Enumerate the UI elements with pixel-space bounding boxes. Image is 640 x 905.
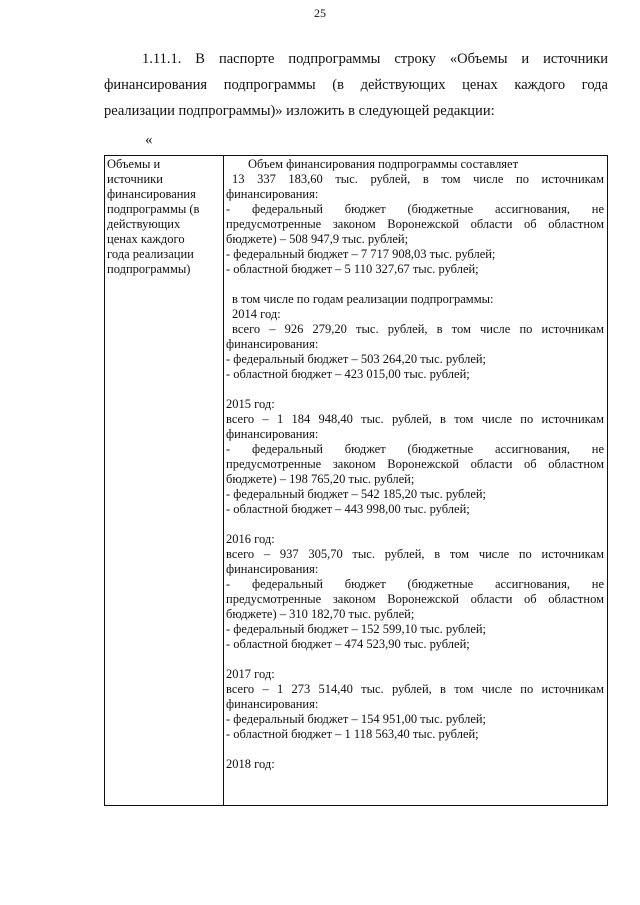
label-line: года реализации bbox=[107, 247, 194, 261]
year-2016-fed-unallocated: бюджете) – 310 182,70 тыс. рублей; bbox=[226, 607, 415, 621]
year-2018-label: 2018 год: bbox=[226, 757, 275, 771]
summary-federal: - федеральный бюджет – 7 717 908,03 тыс. рублей; bbox=[226, 247, 496, 261]
intro-paragraph bbox=[104, 46, 608, 124]
by-years-heading: в том числе по годам реализации подпрограммы: bbox=[232, 292, 494, 306]
year-2016-total-cont: финансирования: bbox=[226, 562, 319, 576]
year-2015-fed-unallocated: - федеральный бюджет (бюджетные ассигнования, не bbox=[226, 442, 604, 456]
year-2015-regional: - областной бюджет – 443 998,00 тыс. рублей; bbox=[226, 502, 470, 516]
year-2014-federal: - федеральный бюджет – 503 264,20 тыс. рублей; bbox=[226, 352, 487, 366]
intro-line: 1.11.1. В паспорте подпрограммы строку «Объемы и источники bbox=[142, 51, 608, 67]
year-2017-federal: - федеральный бюджет – 154 951,00 тыс. рублей; bbox=[226, 712, 487, 726]
year-2016-fed-unallocated: - федеральный бюджет (бюджетные ассигнования, не bbox=[226, 577, 604, 591]
year-2014-regional: - областной бюджет – 423 015,00 тыс. рублей; bbox=[226, 367, 470, 381]
summary-heading: Объем финансирования подпрограммы составляет bbox=[248, 157, 519, 171]
year-2016-label: 2016 год: bbox=[226, 532, 275, 546]
funding-content-cell bbox=[224, 156, 608, 806]
year-2015-fed-unallocated: бюджете) – 198 765,20 тыс. рублей; bbox=[226, 472, 415, 486]
intro-line: реализации подпрограммы)» изложить в следующей редакции: bbox=[104, 103, 495, 119]
year-2014-label: 2014 год: bbox=[232, 307, 281, 321]
year-2015-label: 2015 год: bbox=[226, 397, 275, 411]
label-line: действующих bbox=[107, 217, 181, 231]
year-2015-total: всего – 1 184 948,40 тыс. рублей, в том числе по источникам bbox=[226, 412, 604, 426]
label-line: подпрограммы (в bbox=[107, 202, 200, 216]
label-line: ценах каждого bbox=[107, 232, 185, 246]
year-2015-fed-unallocated: предусмотренные законом Воронежской области об областном bbox=[226, 457, 604, 471]
year-2014-total-cont: финансирования: bbox=[226, 337, 319, 351]
summary-total-cont: финансирования: bbox=[226, 187, 319, 201]
table-row bbox=[105, 156, 608, 806]
summary-total: 13 337 183,60 тыс. рублей, в том числе по источникам bbox=[232, 172, 604, 186]
label-line: источники bbox=[107, 172, 163, 186]
label-line: подпрограммы) bbox=[107, 262, 191, 276]
opening-quote: « bbox=[145, 132, 153, 148]
label-line: финансирования bbox=[107, 187, 196, 201]
intro-line: финансирования подпрограммы (в действующих ценах каждого года bbox=[104, 77, 608, 93]
passport-table bbox=[104, 155, 608, 806]
row-label-cell bbox=[105, 156, 224, 806]
year-2017-label: 2017 год: bbox=[226, 667, 275, 681]
summary-fed-unallocated: бюджете) – 508 947,9 тыс. рублей; bbox=[226, 232, 409, 246]
summary-regional: - областной бюджет – 5 110 327,67 тыс. рублей; bbox=[226, 262, 479, 276]
year-2016-federal: - федеральный бюджет – 152 599,10 тыс. рублей; bbox=[226, 622, 487, 636]
page-number: 25 bbox=[314, 6, 326, 20]
label-line: Объемы и bbox=[107, 157, 161, 171]
year-2014-total: всего – 926 279,20 тыс. рублей, в том числе по источникам bbox=[232, 322, 604, 336]
summary-fed-unallocated: предусмотренные законом Воронежской области об областном bbox=[226, 217, 604, 231]
year-2016-fed-unallocated: предусмотренные законом Воронежской области об областном bbox=[226, 592, 604, 606]
year-2016-regional: - областной бюджет – 474 523,90 тыс. рублей; bbox=[226, 637, 470, 651]
year-2016-total: всего – 937 305,70 тыс. рублей, в том числе по источникам bbox=[226, 547, 604, 561]
year-2017-total-cont: финансирования: bbox=[226, 697, 319, 711]
year-2017-regional: - областной бюджет – 1 118 563,40 тыс. рублей; bbox=[226, 727, 479, 741]
year-2017-total: всего – 1 273 514,40 тыс. рублей, в том числе по источникам bbox=[226, 682, 604, 696]
summary-fed-unallocated: - федеральный бюджет (бюджетные ассигнования, не bbox=[226, 202, 604, 216]
year-2015-total-cont: финансирования: bbox=[226, 427, 319, 441]
year-2015-federal: - федеральный бюджет – 542 185,20 тыс. рублей; bbox=[226, 487, 487, 501]
